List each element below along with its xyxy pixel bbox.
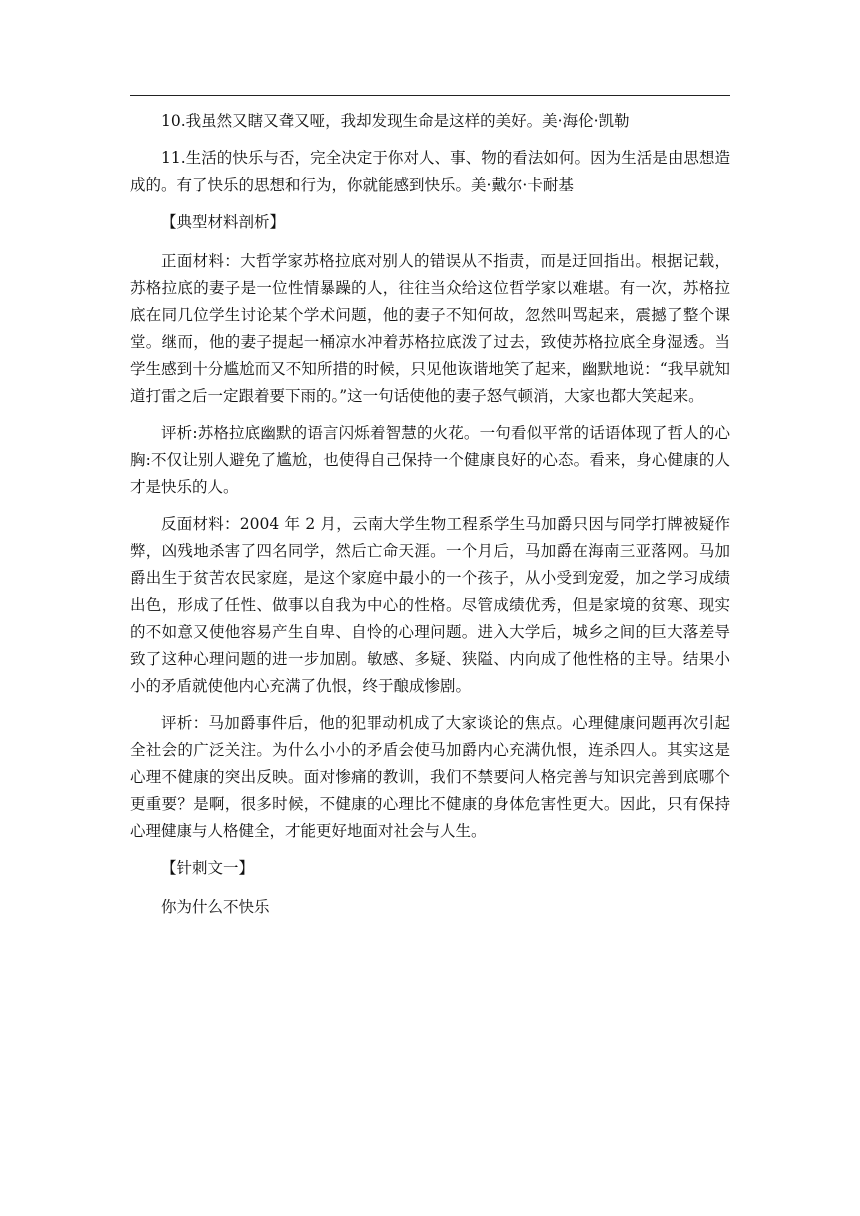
positive-material-paragraph: 正面材料：大哲学家苏格拉底对别人的错误从不指责，而是迂回指出。根据记载，苏格拉底的妻子是一位性情暴躁的人，往往当众给这位哲学家以难堪。有一次，苏格拉底在同几位学生讨论某个学术问题，他的妻子不知何故，忽然叫骂起来，震撼了整个课堂。继而，他的妻子提起一桶凉水冲着苏格拉底泼了过去，致使苏格拉底全身湿透。当学生感到十分尴尬而又不知所措的时候，只见他诙谐地笑了起来，幽默地说：“我早就知道打雷之后一定跟着要下雨的。”这一句话使他的妻子怒气顿消，大家也都大笑起来。	[130, 252, 730, 405]
negative-material-paragraph: 反面材料：2004 年 2 月，云南大学生物工程系学生马加爵只因与同学打牌被疑作弊，凶残地杀害了四名同学，然后亡命天涯。一个月后，马加爵在海南三亚落网。马加爵出生于贫苦农民家庭，是这个家庭中最小的一个孩子，从小受到宠爱，加之学习成绩出色，形成了任性、做事以自我为中心的性格。尽管成绩优秀，但是家境的贫寒、现实的不如意又使他容易产生自卑、自怜的心理问题。进入大学后，城乡之间的巨大落差导致了这种心理问题的进一步加剧。敏感、多疑、狭隘、内向成了他性格的主导。结果小小的矛盾就使他内心充满了仇恨，终于酿成惨剧。	[130, 515, 730, 695]
article-title: 你为什么不快乐	[161, 898, 270, 916]
positive-commentary-paragraph: 评析:苏格拉底幽默的语言闪烁着智慧的火花。一句看似平常的话语体现了哲人的心胸:不仅让别人避免了尴尬，也使得自己保持一个健康良好的心态。看来，身心健康的人才是快乐的人。	[130, 424, 730, 496]
header-rule	[130, 95, 730, 96]
quote-11: 11.生活的快乐与否，完全决定于你对人、事、物的看法如何。因为生活是由思想造成的。有了快乐的思想和行为，你就能感到快乐。美·戴尔·卡耐基	[130, 149, 730, 194]
quote-10: 10.我虽然又瞎又聋又哑，我却发现生命是这样的美好。美·海伦·凯勒	[161, 112, 630, 130]
section-heading-article-one: 【针刺文一】	[161, 859, 255, 877]
document-body	[130, 108, 730, 931]
section-heading-material-analysis: 【典型材料剖析】	[161, 213, 286, 231]
negative-commentary-paragraph: 评析：马加爵事件后，他的犯罪动机成了大家谈论的焦点。心理健康问题再次引起全社会的广泛关注。为什么小小的矛盾会使马加爵内心充满仇恨，连杀四人。其实这是心理不健康的突出反映。面对惨痛的教训，我们不禁要问人格完善与知识完善到底哪个更重要？是啊，很多时候，不健康的心理比不健康的身体危害性更大。因此，只有保持心理健康与人格健全，才能更好地面对社会与人生。	[130, 714, 730, 840]
